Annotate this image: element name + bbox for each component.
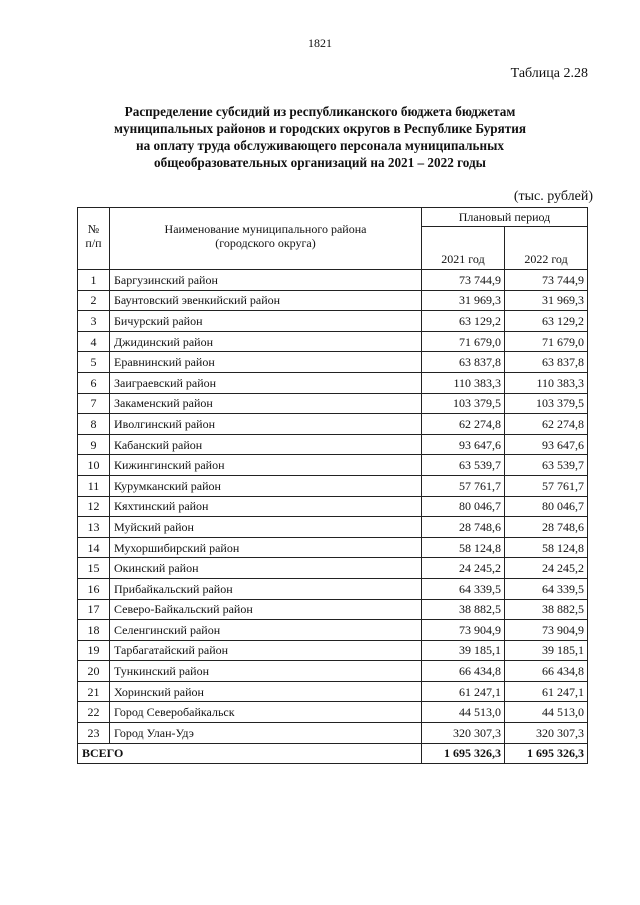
row-number: 6 <box>78 372 110 393</box>
row-name: Баунтовский эвенкийский район <box>110 290 422 311</box>
row-value-2021: 57 761,7 <box>422 475 505 496</box>
row-name: Город Улан-Удэ <box>110 723 422 744</box>
row-value-2021: 28 748,6 <box>422 517 505 538</box>
table-row <box>78 537 588 558</box>
row-name: Баргузинский район <box>110 270 422 291</box>
row-value-2021: 38 882,5 <box>422 599 505 620</box>
row-number: 8 <box>78 414 110 435</box>
row-name: Бичурский район <box>110 311 422 332</box>
row-number: 11 <box>78 475 110 496</box>
table-row <box>78 311 588 332</box>
row-value-2022: 63 837,8 <box>505 352 588 373</box>
row-value-2021: 66 434,8 <box>422 661 505 682</box>
row-number: 7 <box>78 393 110 414</box>
row-value-2021: 24 245,2 <box>422 558 505 579</box>
table-row <box>78 352 588 373</box>
units-label: (тыс. рублей) <box>513 189 593 204</box>
row-name: Тункинский район <box>110 661 422 682</box>
table-row <box>78 270 588 291</box>
row-value-2021: 110 383,3 <box>422 372 505 393</box>
table-row <box>78 517 588 538</box>
row-value-2021: 320 307,3 <box>422 723 505 744</box>
row-value-2022: 38 882,5 <box>505 599 588 620</box>
title-line: муниципальных районов и городских округов в Республике Бурятия <box>114 121 526 136</box>
row-number: 9 <box>78 434 110 455</box>
row-value-2022: 24 245,2 <box>505 558 588 579</box>
header-name <box>110 208 422 270</box>
document-title <box>60 103 580 171</box>
table-row <box>78 702 588 723</box>
row-value-2021: 58 124,8 <box>422 537 505 558</box>
row-name: Окинский район <box>110 558 422 579</box>
row-name: Кяхтинский район <box>110 496 422 517</box>
row-name: Прибайкальский район <box>110 578 422 599</box>
row-name: Еравнинский район <box>110 352 422 373</box>
row-value-2022: 320 307,3 <box>505 723 588 744</box>
row-value-2022: 58 124,8 <box>505 537 588 558</box>
row-number: 2 <box>78 290 110 311</box>
row-value-2022: 80 046,7 <box>505 496 588 517</box>
row-name: Тарбагатайский район <box>110 640 422 661</box>
row-value-2021: 93 647,6 <box>422 434 505 455</box>
row-number: 21 <box>78 681 110 702</box>
row-value-2021: 44 513,0 <box>422 702 505 723</box>
row-value-2021: 71 679,0 <box>422 331 505 352</box>
row-value-2022: 61 247,1 <box>505 681 588 702</box>
row-name: Заиграевский район <box>110 372 422 393</box>
table-row <box>78 434 588 455</box>
row-number: 10 <box>78 455 110 476</box>
row-value-2021: 63 837,8 <box>422 352 505 373</box>
title-line: Распределение субсидий из республиканского бюджета бюджетам <box>124 104 516 119</box>
row-value-2022: 39 185,1 <box>505 640 588 661</box>
row-name: Северо-Байкальский район <box>110 599 422 620</box>
row-value-2021: 63 129,2 <box>422 311 505 332</box>
table-row <box>78 372 588 393</box>
table-row <box>78 620 588 641</box>
row-value-2022: 93 647,6 <box>505 434 588 455</box>
row-number: 14 <box>78 537 110 558</box>
table-row <box>78 393 588 414</box>
row-number: 5 <box>78 352 110 373</box>
row-value-2022: 57 761,7 <box>505 475 588 496</box>
row-number: 3 <box>78 311 110 332</box>
row-number: 16 <box>78 578 110 599</box>
row-name: Джидинский район <box>110 331 422 352</box>
title-line: общеобразовательных организаций на 2021 – 2022 годы <box>154 155 486 170</box>
row-number: 17 <box>78 599 110 620</box>
row-number: 20 <box>78 661 110 682</box>
row-number: 18 <box>78 620 110 641</box>
total-label: ВСЕГО <box>78 743 422 764</box>
row-number: 15 <box>78 558 110 579</box>
table-row <box>78 455 588 476</box>
row-name: Курумканский район <box>110 475 422 496</box>
row-name: Иволгинский район <box>110 414 422 435</box>
table-row <box>78 578 588 599</box>
row-value-2022: 63 129,2 <box>505 311 588 332</box>
row-value-2022: 63 539,7 <box>505 455 588 476</box>
row-number: 13 <box>78 517 110 538</box>
row-value-2021: 103 379,5 <box>422 393 505 414</box>
row-value-2021: 80 046,7 <box>422 496 505 517</box>
row-name: Селенгинский район <box>110 620 422 641</box>
row-value-2021: 39 185,1 <box>422 640 505 661</box>
table-row <box>78 290 588 311</box>
row-name: Кижингинский район <box>110 455 422 476</box>
page-number: 1821 <box>308 36 332 50</box>
table-row <box>78 599 588 620</box>
row-value-2022: 44 513,0 <box>505 702 588 723</box>
table-body <box>78 270 588 744</box>
table-label: Таблица 2.28 <box>510 66 588 81</box>
row-value-2021: 63 539,7 <box>422 455 505 476</box>
header-name-line: (городского округа) <box>215 236 316 250</box>
row-value-2022: 110 383,3 <box>505 372 588 393</box>
row-value-2022: 66 434,8 <box>505 661 588 682</box>
title-line: на оплату труда обслуживающего персонала муниципальных <box>136 138 504 153</box>
row-value-2022: 73 744,9 <box>505 270 588 291</box>
row-name: Муйский район <box>110 517 422 538</box>
table-row <box>78 475 588 496</box>
row-value-2022: 64 339,5 <box>505 578 588 599</box>
row-number: 19 <box>78 640 110 661</box>
table-row <box>78 723 588 744</box>
row-number: 23 <box>78 723 110 744</box>
total-row <box>78 743 588 764</box>
row-name: Кабанский район <box>110 434 422 455</box>
row-name: Мухоршибирский район <box>110 537 422 558</box>
row-number: 4 <box>78 331 110 352</box>
row-name: Хоринский район <box>110 681 422 702</box>
total-2021: 1 695 326,3 <box>422 743 505 764</box>
subsidy-table <box>77 207 588 764</box>
row-value-2022: 31 969,3 <box>505 290 588 311</box>
table-row <box>78 661 588 682</box>
row-value-2021: 62 274,8 <box>422 414 505 435</box>
row-value-2021: 73 904,9 <box>422 620 505 641</box>
header-name-line: Наименование муниципального района <box>164 222 367 236</box>
header-year-2021: 2021 год <box>422 227 505 270</box>
total-2022: 1 695 326,3 <box>505 743 588 764</box>
row-value-2022: 71 679,0 <box>505 331 588 352</box>
row-name: Город Северобайкальск <box>110 702 422 723</box>
header-year-2022: 2022 год <box>505 227 588 270</box>
header-number-line: № <box>87 222 100 236</box>
table-row <box>78 414 588 435</box>
table-row <box>78 496 588 517</box>
row-number: 22 <box>78 702 110 723</box>
row-number: 12 <box>78 496 110 517</box>
row-value-2021: 64 339,5 <box>422 578 505 599</box>
header-number <box>78 208 110 270</box>
row-value-2022: 73 904,9 <box>505 620 588 641</box>
table-row <box>78 331 588 352</box>
row-value-2022: 62 274,8 <box>505 414 588 435</box>
table-row <box>78 558 588 579</box>
header-period: Плановый период <box>422 208 588 227</box>
table-row <box>78 681 588 702</box>
row-value-2021: 31 969,3 <box>422 290 505 311</box>
row-value-2021: 61 247,1 <box>422 681 505 702</box>
row-number: 1 <box>78 270 110 291</box>
header-number-line: п/п <box>85 236 102 250</box>
row-value-2022: 28 748,6 <box>505 517 588 538</box>
row-name: Закаменский район <box>110 393 422 414</box>
row-value-2021: 73 744,9 <box>422 270 505 291</box>
table-row <box>78 640 588 661</box>
row-value-2022: 103 379,5 <box>505 393 588 414</box>
